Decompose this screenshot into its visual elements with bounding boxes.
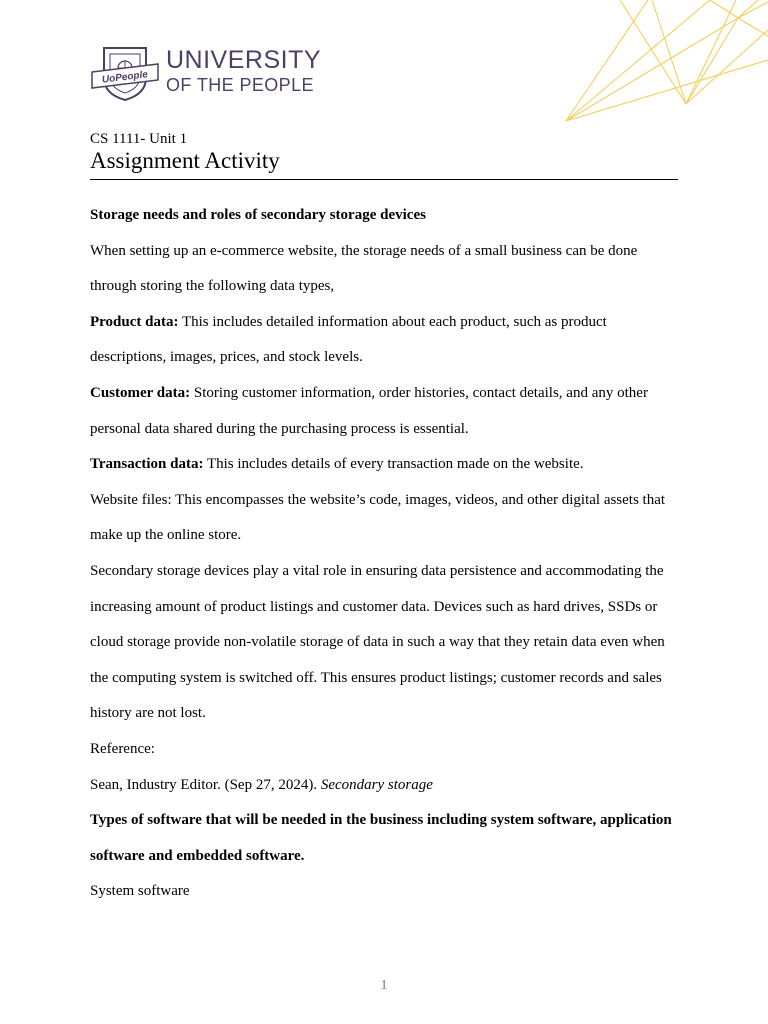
- secondary-line-4: the computing system is switched off. This ensures product listings; customer records and sales: [90, 669, 662, 686]
- website-files-line-2: make up the online store.: [90, 527, 242, 544]
- decorative-gold-lines: [560, 0, 768, 125]
- reference-text: Sean, Industry Editor. (Sep 27, 2024).: [90, 776, 321, 793]
- emblem-label: UoPeople: [101, 69, 149, 86]
- secondary-line-5: history are not lost.: [90, 705, 206, 722]
- section-heading-software-1: Types of software that will be needed in the business including system software, application: [90, 812, 672, 829]
- page-number: 1: [380, 978, 388, 993]
- product-data-line-2: descriptions, images, prices, and stock levels.: [90, 349, 363, 366]
- crest-emblem-icon: [90, 42, 160, 102]
- secondary-line-3: cloud storage provide non-volatile storage of data in such a way that they retain data even when: [90, 634, 665, 651]
- transaction-data-line: [90, 447, 682, 483]
- section-heading-storage: Storage needs and roles of secondary storage devices: [90, 207, 426, 223]
- system-software-label: System software: [90, 883, 190, 900]
- customer-data-label: Customer data:: [90, 384, 191, 401]
- title-rule: [90, 179, 678, 180]
- document-title: Assignment Activity: [90, 148, 280, 173]
- intro-line-1: When setting up an e-commerce website, the storage needs of a small business can be done: [90, 242, 638, 259]
- document-body: [90, 198, 682, 910]
- reference-title: Secondary storage: [320, 776, 433, 793]
- secondary-line-2: increasing amount of product listings and customer data. Devices such as hard drives, SSDs or: [90, 598, 658, 615]
- product-data-label: Product data:: [90, 313, 179, 330]
- reference-label: Reference:: [90, 740, 155, 757]
- website-files-line-1: Website files: This encompasses the website’s code, images, videos, and other digital assets that: [90, 491, 666, 508]
- course-code: CS 1111- Unit 1: [90, 131, 188, 147]
- logo-of-the-people: OF THE PEOPLE: [166, 75, 314, 95]
- university-logo: [90, 42, 320, 104]
- reference-entry: [90, 768, 682, 804]
- transaction-data-text: This includes details of every transaction made on the website.: [203, 456, 584, 473]
- product-data-line-1: [90, 305, 682, 341]
- customer-data-text: Storing customer information, order histories, contact details, and any other: [190, 384, 648, 401]
- section-heading-software-2: software and embedded software.: [90, 847, 305, 864]
- transaction-data-label: Transaction data:: [90, 456, 204, 473]
- logo-university: UNIVERSITY: [166, 46, 322, 74]
- product-data-text: This includes detailed information about each product, such as product: [178, 313, 607, 330]
- customer-data-line-1: [90, 376, 682, 412]
- customer-data-line-2: personal data shared during the purchasing process is essential.: [90, 420, 469, 437]
- secondary-line-1: Secondary storage devices play a vital role in ensuring data persistence and accommodating the: [90, 562, 664, 579]
- intro-line-2: through storing the following data types,: [90, 278, 335, 295]
